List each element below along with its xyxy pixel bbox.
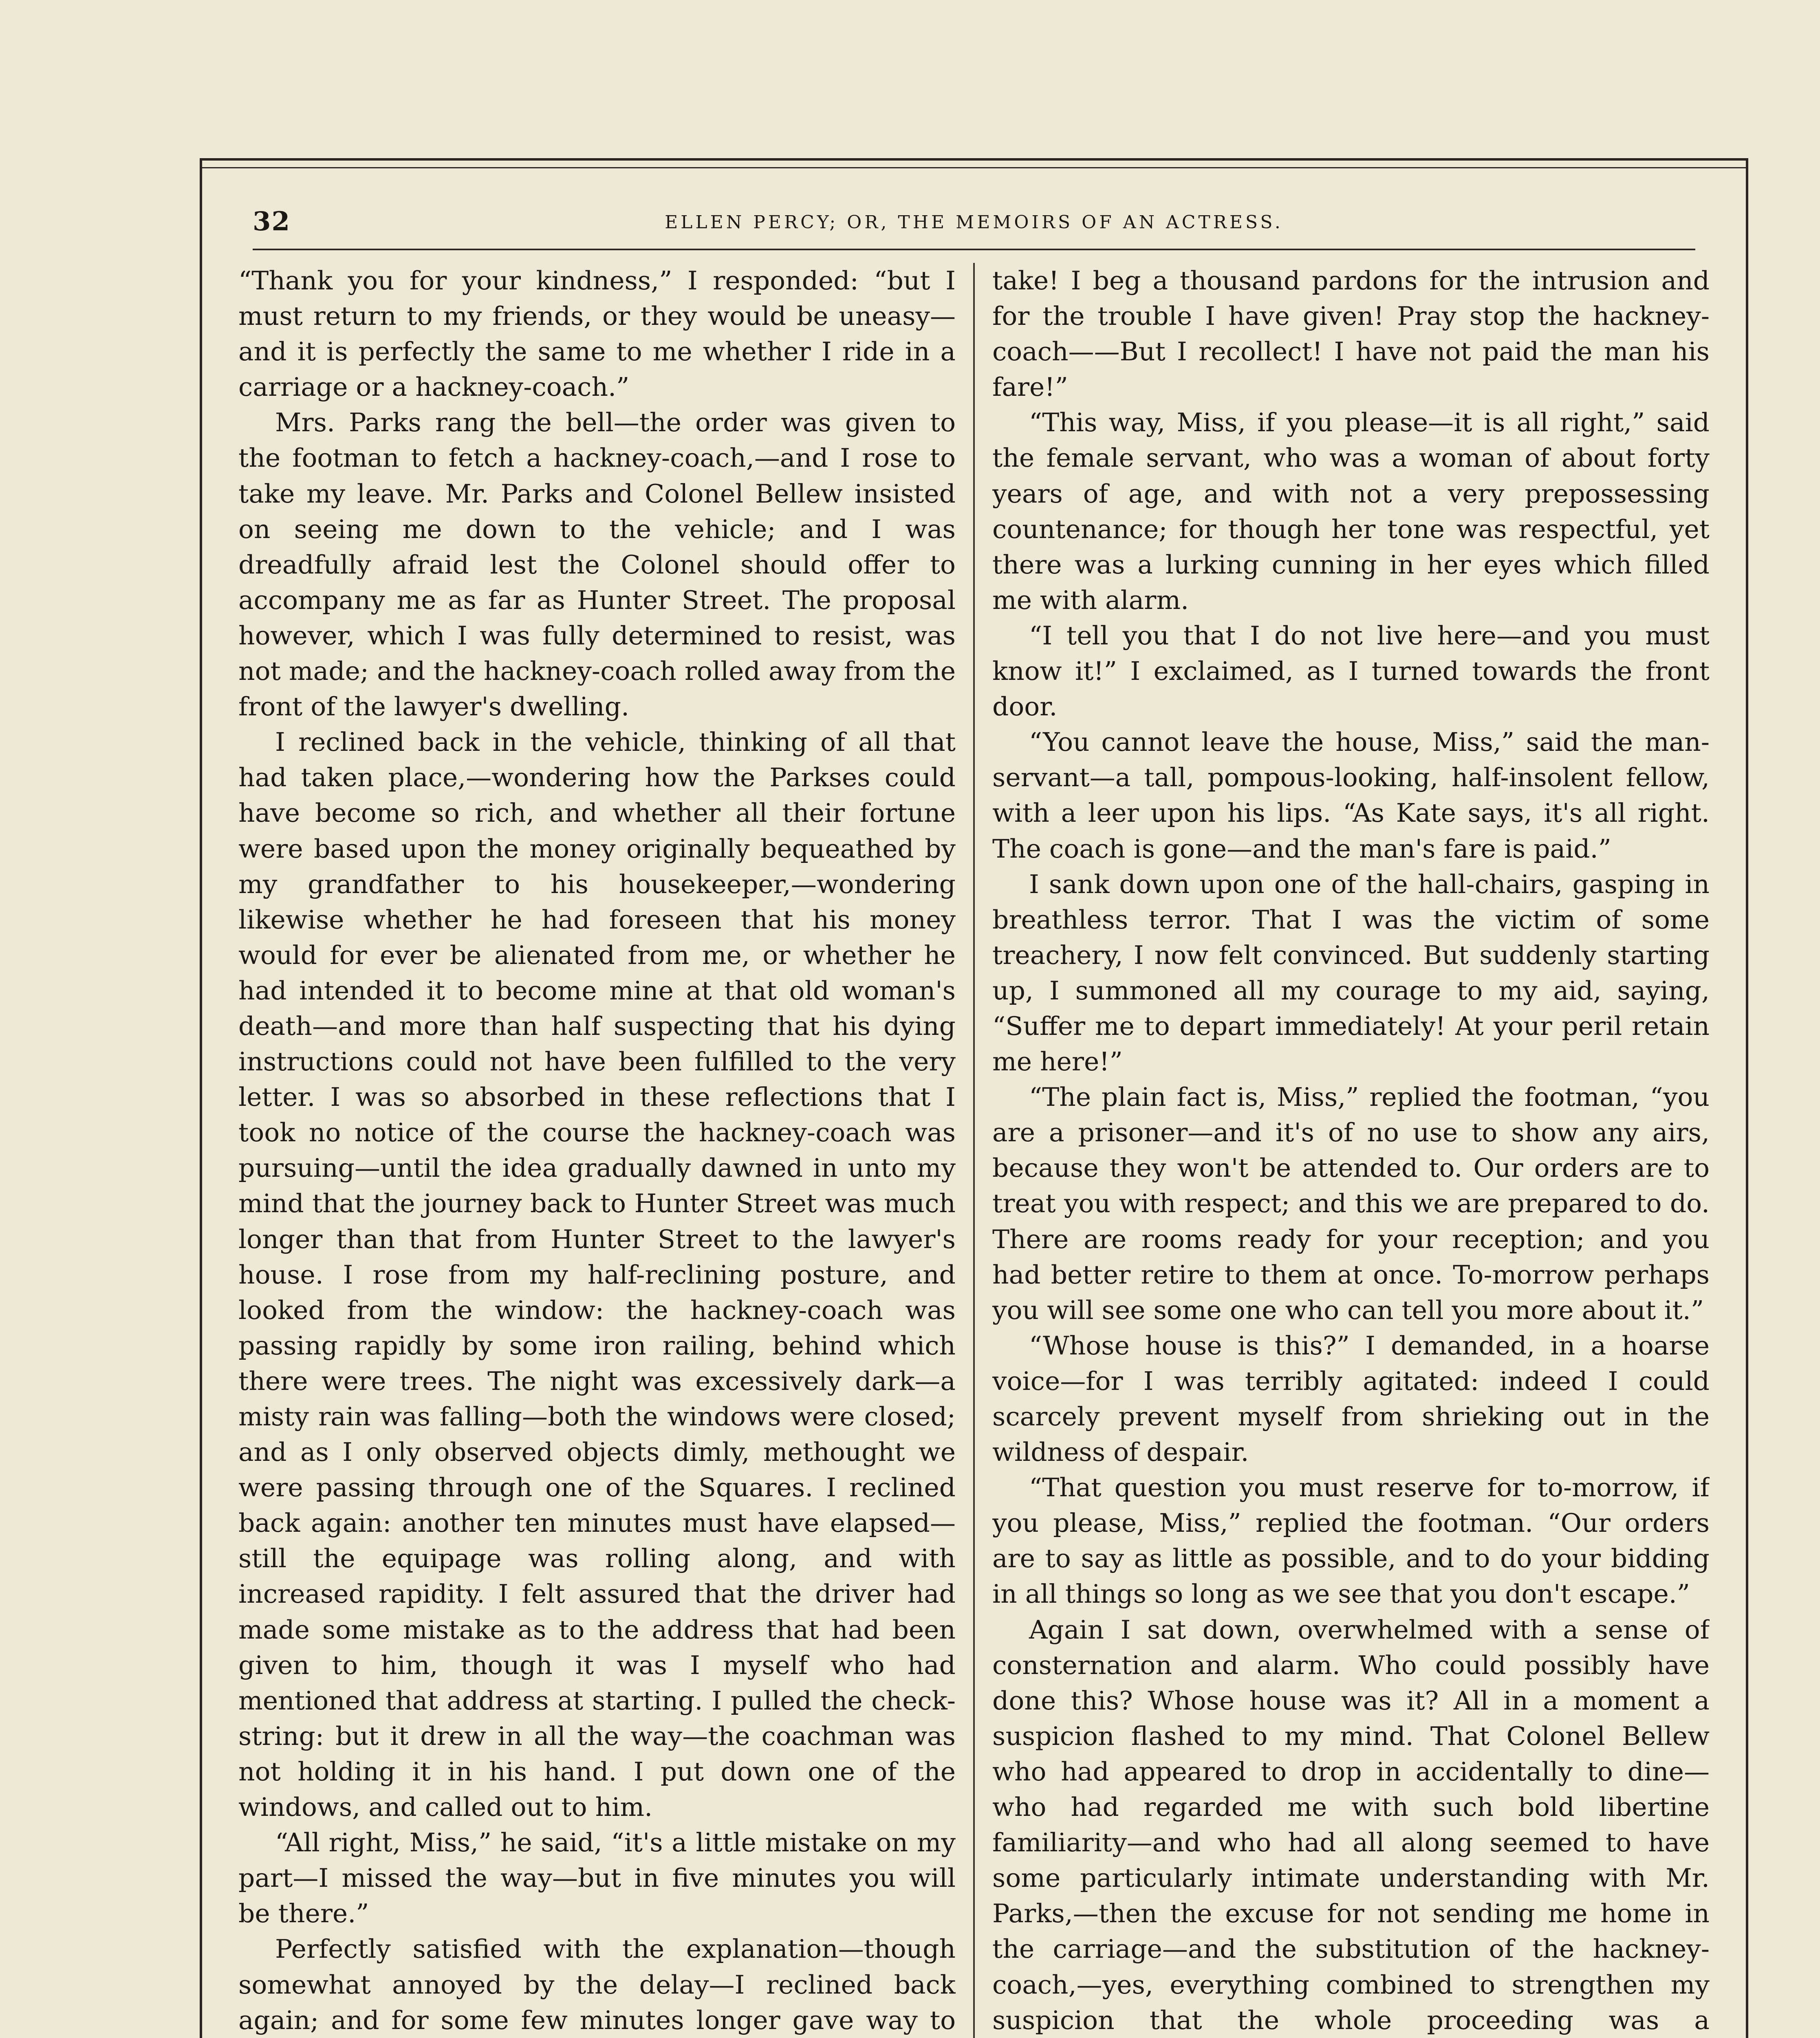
paragraph: take! I beg a thousand pardons for the intrusion and for the trouble I have given! Pray stop the hackney-coach——But I recollect! I have not paid the man his fare!” — [992, 266, 1710, 402]
column-divider — [973, 263, 975, 2038]
paragraph: Perfectly satisfied with the explanation—though somewhat annoyed by the delay—I reclined back again; and for some few minutes longer gave way to — [238, 1934, 956, 2035]
paragraph: “All right, Miss,” he said, “it's a little mistake on my part—I missed the way—but in five minutes you will be there.” — [238, 1828, 956, 1929]
paragraph: “Thank you for your kindness,” I responded: “but I must return to my friends, or they would be uneasy—and it is perfectly the same to me whether I ride in a carriage or a hackney-coach.” — [238, 266, 956, 402]
left-column — [238, 263, 956, 2038]
page-number: 32 — [253, 206, 291, 237]
right-column — [992, 263, 1710, 2038]
paragraph: I reclined back in the vehicle, thinking of all that had taken place,—wondering how the Parkses could have become so rich, and whether all their fortune were based upon the money originally bequeathed by my grandfather to his housekeeper,—wondering likewise whether he had foreseen that his money would for ever be alienated from me, or whether he had intended it to become mine at that old woman's death—and more than half suspecting that his dying instructions could not have been fulfilled to the very letter. I was so absorbed in these reflections that I took no notice of the course the hackney-coach was pursuing—until the idea gradually dawned in unto my mind that the journey back to Hunter Street was much longer than that from Hunter Street to the lawyer's house. I rose from my half-reclining posture, and looked from the window: the hackney-coach was passing rapidly by some iron railing, behind which there were trees. The night was excessively dark—a misty rain was falling—both the windows were closed; and as I only observed objects dimly, methought we were passing through one of the Squares. I reclined back again: another ten minutes must have elapsed—still the equipage was rolling along, and with increased rapidity. I felt assured that the driver had made some mistake as to the address that had been given to him, though it was I myself who had mentioned that address at starting. I pulled the check-string: but it drew in all the way—the coachman was not holding it in his hand. I put down one of the windows, and called out to him. — [238, 727, 956, 1822]
paragraph: “You cannot leave the house, Miss,” said the man-servant—a tall, pompous-looking, half-insolent fellow, with a leer upon his lips. “As Kate says, it's all right. The coach is gone—and the man's fare is paid.” — [992, 727, 1710, 864]
running-head: ELLEN PERCY; OR, THE MEMOIRS OF AN ACTRESS. — [665, 212, 1283, 233]
paragraph: “Whose house is this?” I demanded, in a hoarse voice—for I was terribly agitated: indeed I could scarcely prevent myself from shrieking out in the wildness of despair. — [992, 1330, 1710, 1467]
paragraph: Again I sat down, overwhelmed with a sense of consternation and alarm. Who could possibly have done this? Whose house was it? All in a moment a suspicion flashed to my mind. That Colonel Bellew who had appeared to drop in accidentally to dine—who had regarded me with such bold libertine familiarity—and who had all along seemed to have some particularly intimate understanding with Mr. Parks,—then the excuse for not sending me home in the carriage—and the substitution of the hackney-coach,—yes, everything combined to strengthen my suspicion that the whole proceeding was a — [992, 1615, 1710, 2035]
paragraph: “This way, Miss, if you please—it is all right,” said the female servant, who was a woman of about forty years of age, and with not a very prepossessing countenance; for though her tone was respectful, yet there was a lurking cunning in her eyes which filled me with alarm. — [992, 408, 1710, 615]
header-rule — [253, 249, 1695, 250]
paragraph: Mrs. Parks rang the bell—the order was given to the footman to fetch a hackney-coach,—and I rose to take my leave. Mr. Parks and Colonel Bellew insisted on seeing me down to the vehicle; and I was dreadfully afraid lest the Colonel should offer to accompany me as far as Hunter Street. The proposal however, which I was fully determined to resist, was not made; and the hackney-coach rolled away from the front of the lawyer's dwelling. — [238, 408, 956, 722]
paragraph: “I tell you that I do not live here—and you must know it!” I exclaimed, as I turned towards the front door. — [992, 620, 1710, 722]
paragraph: I sank down upon one of the hall-chairs, gasping in breathless terror. That I was the victim of some treachery, I now felt convinced. But suddenly starting up, I summoned all my courage to my aid, saying, “Suffer me to depart immediately! At your peril retain me here!” — [992, 869, 1710, 1077]
page-header — [253, 204, 1695, 240]
text-columns — [238, 263, 1710, 2038]
paragraph: “That question you must reserve for to-morrow, if you please, Miss,” replied the footman. “Our orders are to say as little as possible, and to do your bidding in all things so long as we see that you don't escape.” — [992, 1473, 1710, 1609]
paragraph: “The plain fact is, Miss,” replied the footman, “you are a prisoner—and it's of no use to show any airs, because they won't be attended to. Our orders are to treat you with respect; and this we are prepared to do. There are rooms ready for your reception; and you had better retire to them at once. To-morrow perhaps you will see some one who can tell you more about it.” — [992, 1082, 1710, 1325]
